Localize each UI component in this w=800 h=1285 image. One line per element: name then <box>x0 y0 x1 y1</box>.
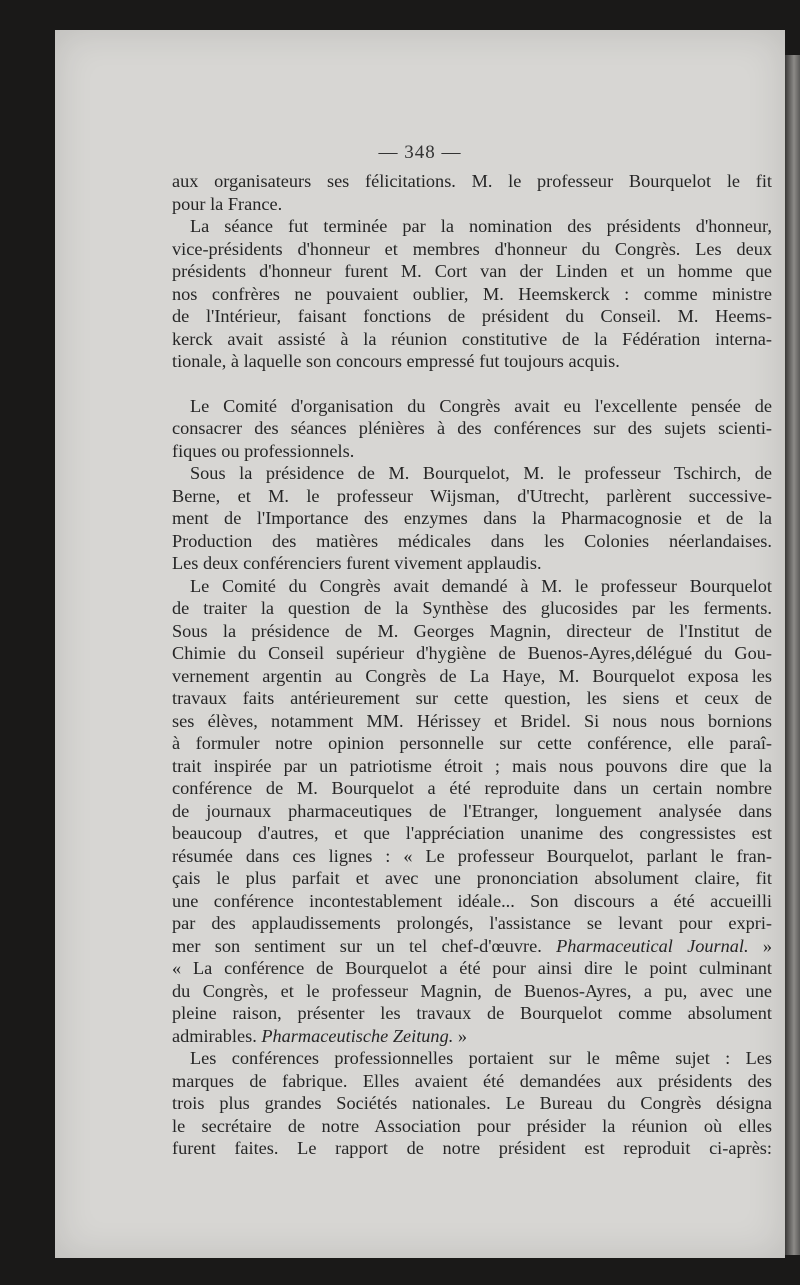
text-line: pour la France. <box>172 193 283 214</box>
text-segment: admirables. <box>172 1025 257 1046</box>
text-line: vice-présidents d'honneur et membres d'honneur du Congrès. Les deux <box>172 238 772 259</box>
text-line-with-citation <box>172 1025 772 1048</box>
text-line: « La conférence de Bourquelot a été pour ainsi dire le point culminant <box>172 958 772 978</box>
text-line: nos confrères ne pouvaient oublier, M. Heemskerck : comme ministre <box>172 283 772 304</box>
text-line: le secrétaire de notre Association pour présider la réunion où elles <box>172 1115 772 1136</box>
paragraph-6 <box>172 957 772 1047</box>
text-line: conférence de M. Bourquelot a été reproduite dans un certain nombre <box>172 778 772 798</box>
citation-source: Pharmaceutical Journal. <box>556 935 749 956</box>
page-number: — 348 — <box>378 142 462 163</box>
paragraph-2 <box>172 215 772 373</box>
text-line: Le Comité d'organisation du Congrès avait eu l'excellente pensée de <box>190 395 772 416</box>
paragraph-5 <box>172 575 772 958</box>
document-page <box>55 30 785 1258</box>
text-line: Les deux conférenciers furent vivement applaudis. <box>172 553 542 573</box>
paragraph-4 <box>172 462 772 575</box>
text-line: Production des matières médicales dans les Colonies néerlandaises. <box>172 530 772 551</box>
adjacent-page-edge <box>785 55 800 1255</box>
body-text <box>172 170 772 1160</box>
text-line: çais le plus parfait et avec une prononciation absolument claire, fit <box>172 868 772 888</box>
text-line: kerck avait assisté à la réunion constitutive de la Fédération interna- <box>172 328 772 349</box>
text-line: de l'Intérieur, faisant fonctions de président du Conseil. M. Heems- <box>172 306 772 326</box>
closing-quote: » <box>453 1025 467 1046</box>
text-line: marques de fabrique. Elles avaient été demandées aux présidents des <box>172 1070 772 1091</box>
text-line: pleine raison, présenter les travaux de Bourquelot comme absolument <box>172 1003 772 1023</box>
text-line-with-citation <box>172 935 772 958</box>
citation-source: Pharmaceutische Zeitung. <box>261 1025 454 1046</box>
text-line: consacrer des séances plénières à des conférences sur des sujets scienti- <box>172 418 772 438</box>
text-line: Sous la présidence de M. Georges Magnin, directeur de l'Institut de <box>172 620 772 641</box>
text-line: Sous la présidence de M. Bourquelot, M. le professeur Tschirch, de <box>190 463 772 483</box>
text-line: de traiter la question de la Synthèse des glucosides par les ferments. <box>172 598 772 618</box>
closing-quote: » <box>748 935 772 956</box>
text-line: furent faites. Le rapport de notre président est reproduit ci-après: <box>172 1138 772 1158</box>
text-line: travaux faits antérieurement sur cette question, les siens et ceux de <box>172 688 772 708</box>
paragraph-7 <box>172 1047 772 1160</box>
text-line: tionale, à laquelle son concours empressé fut toujours acquis. <box>172 351 620 371</box>
paragraph-1 <box>172 170 772 215</box>
text-line: La séance fut terminée par la nomination des présidents d'honneur, <box>190 216 772 236</box>
text-segment: mer son sentiment sur un tel chef-d'œuvre. <box>172 935 542 956</box>
text-line: ment de l'Importance des enzymes dans la Pharmacognosie et de la <box>172 508 772 528</box>
paragraph-gap <box>172 373 772 395</box>
text-line: Chimie du Conseil supérieur d'hygiène de Buenos-Ayres,délégué du Gou- <box>172 643 772 663</box>
text-line: vernement argentin au Congrès de La Haye, M. Bourquelot exposa les <box>172 665 772 686</box>
text-line: aux organisateurs ses félicitations. M. le professeur Bourquelot le fit <box>172 171 772 191</box>
text-line: Les conférences professionnelles portaient sur le même sujet : Les <box>190 1048 772 1068</box>
text-line: par des applaudissements prolongés, l'assistance se levant pour expri- <box>172 913 772 933</box>
text-line: résumée dans ces lignes : « Le professeur Bourquelot, parlant le fran- <box>172 845 772 866</box>
paragraph-3 <box>172 395 772 463</box>
text-line: à formuler notre opinion personnelle sur cette conférence, elle paraî- <box>172 733 772 753</box>
text-line: Le Comité du Congrès avait demandé à M. le professeur Bourquelot <box>190 575 772 596</box>
text-line: ses élèves, notamment MM. Hérissey et Bridel. Si nous nous bornions <box>172 710 772 731</box>
text-line: Berne, et M. le professeur Wijsman, d'Utrecht, parlèrent successive- <box>172 485 772 506</box>
text-line: du Congrès, et le professeur Magnin, de Buenos-Ayres, a pu, avec une <box>172 980 772 1001</box>
text-line: présidents d'honneur furent M. Cort van der Linden et un homme que <box>172 261 772 281</box>
text-line: trait inspirée par un patriotisme étroit ; mais nous pouvons dire que la <box>172 755 772 776</box>
text-line: beaucoup d'autres, et que l'appréciation unanime des congressistes est <box>172 823 772 843</box>
text-line: une conférence incontestablement idéale... Son discours a été accueilli <box>172 890 772 911</box>
text-line: de journaux pharmaceutiques de l'Etranger, longuement analysée dans <box>172 800 772 821</box>
text-line: trois plus grandes Sociétés nationales. Le Bureau du Congrès désigna <box>172 1093 772 1113</box>
text-line: fiques ou professionnels. <box>172 440 355 461</box>
